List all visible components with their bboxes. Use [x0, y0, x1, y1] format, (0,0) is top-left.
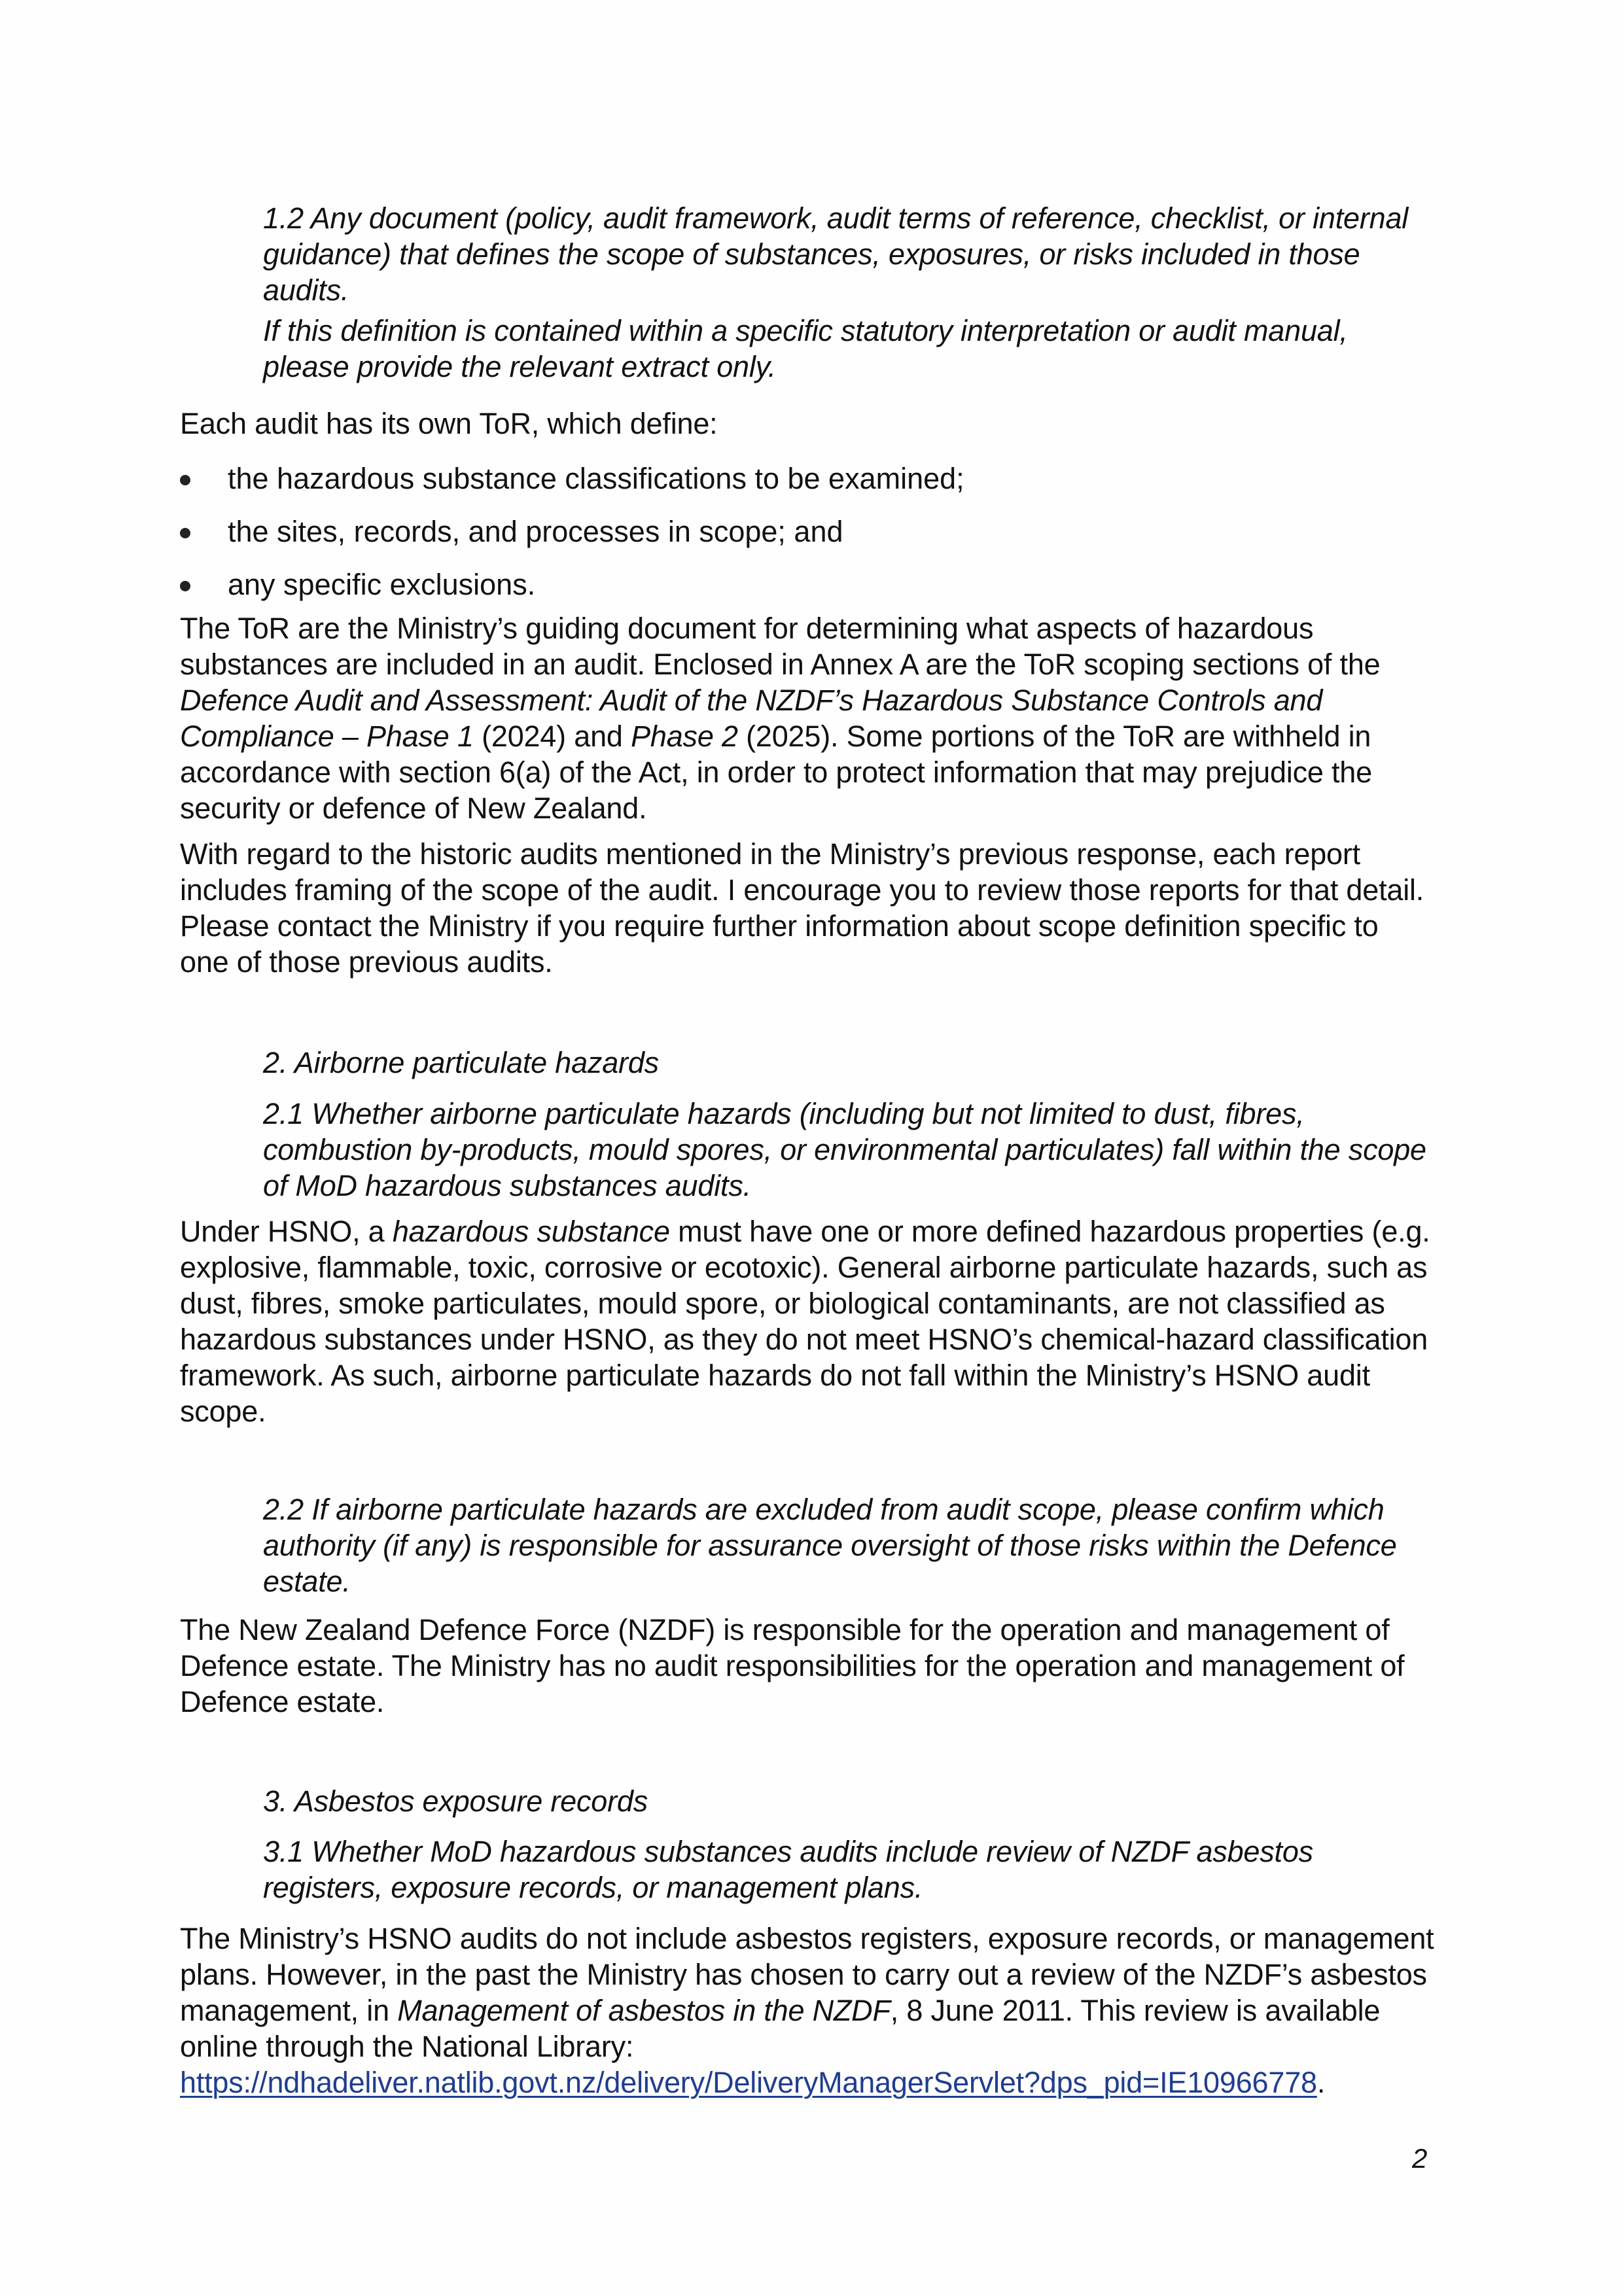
tor-intro: Each audit has its own ToR, which define:: [180, 407, 718, 440]
section-3-heading: 3. Asbestos exposure records: [263, 1784, 648, 1818]
answer-2-1-text-2: must have one or more defined hazardous properties (e.g. explosive, flammable, toxic, corrosive or ecotoxic). General airborne particulate hazards, such as dust, fibres, smoke particulates, mould spore, or biological contaminants, are not classified as hazardous substances under HSNO, as they do not meet HSNO’s chemical-hazard classification framework. As such, airborne particulate hazards do not fall within the Ministry’s HSNO audit scope.: [180, 1215, 1430, 1428]
answer-3-1: [180, 1921, 1443, 2100]
answer-2-1: [180, 1213, 1436, 1429]
national-library-link[interactable]: https://ndhadeliver.natlib.govt.nz/delivery/DeliveryManagerServlet?dps_pid=IE10966778: [180, 2066, 1317, 2099]
answer-3-1-text-1: The Ministry’s HSNO audits do not include asbestos registers, exposure records, or management plans. However, in the past the Ministry has chosen to carry out a review of the NZDF’s asbestos management, in: [180, 1922, 1434, 2027]
question-1-2-note: If this definition is contained within a specific statutory interpretation or audit manual, please provide the relevant extract only.: [263, 314, 1348, 383]
bullet-text: any specific exclusions.: [228, 568, 536, 601]
link-trailing-period: .: [1316, 2066, 1326, 2099]
answer-3-1-text-2: , 8 June 2011. This review is available online through the National Library:: [180, 1994, 1381, 2063]
historic-audits-paragraph: With regard to the historic audits mentioned in the Ministry’s previous response, each report includes framing of the scope of the audit. I encourage you to review those reports for that detail. Please contact the Ministry if you require further information about scope definition specific to one of those previous audits.: [180, 837, 1424, 979]
audit-title: Defence Audit and Assessment: Audit of the NZDF’s Hazardous Substance Controls and Compliance – Phase 1: [180, 684, 1323, 753]
list-item: [180, 461, 964, 513]
list-item: [180, 513, 964, 566]
question-3-1: 3.1 Whether MoD hazardous substances audits include review of NZDF asbestos registers, exposure records, or management plans.: [263, 1835, 1313, 1904]
answer-2-2: The New Zealand Defence Force (NZDF) is responsible for the operation and management of Defence estate. The Ministry has no audit responsibilities for the operation and management of Defence estate.: [180, 1613, 1405, 1718]
bullet-icon: [180, 581, 190, 591]
answer-2-1-text-1: Under HSNO, a: [180, 1215, 393, 1248]
bullet-text: the hazardous substance classifications to be examined;: [228, 462, 964, 495]
bullet-text: the sites, records, and processes in scope; and: [228, 515, 843, 548]
bullet-icon: [180, 528, 190, 538]
tor-bullet-list: [180, 461, 964, 619]
question-2-1: 2.1 Whether airborne particulate hazards (including but not limited to dust, fibres, combustion by-products, mould spores, or environmental particulates) fall within the scope of MoD hazardous substances audits.: [263, 1097, 1426, 1202]
tor-paragraph: [180, 610, 1436, 826]
hazardous-substance-term: hazardous substance: [392, 1215, 670, 1248]
bullet-icon: [180, 475, 190, 485]
page-number: 2: [1412, 2143, 1428, 2174]
section-2-heading: 2. Airborne particulate hazards: [263, 1046, 659, 1079]
phase-2-title: Phase 2: [631, 720, 738, 753]
question-1-2: 1.2 Any document (policy, audit framework, audit terms of reference, checklist, or internal guidance) that defines the scope of substances, exposures, or risks included in those audits.: [263, 201, 1409, 307]
question-2-2: 2.2 If airborne particulate hazards are excluded from audit scope, please confirm which authority (if any) is responsible for assurance oversight of those risks within the Defence estate.: [263, 1493, 1397, 1598]
tor-text-3: (2025). Some portions of the ToR are withheld in accordance with section 6(a) of the Act, in order to protect information that may prejudice the security or defence of New Zealand.: [180, 720, 1372, 825]
tor-text-2: (2024) and: [473, 720, 631, 753]
tor-text-1: The ToR are the Ministry’s guiding document for determining what aspects of hazardous substances are included in an audit. Enclosed in Annex A are the ToR scoping sections of the: [180, 612, 1381, 681]
asbestos-review-title: Management of asbestos in the NZDF: [397, 1994, 891, 2027]
